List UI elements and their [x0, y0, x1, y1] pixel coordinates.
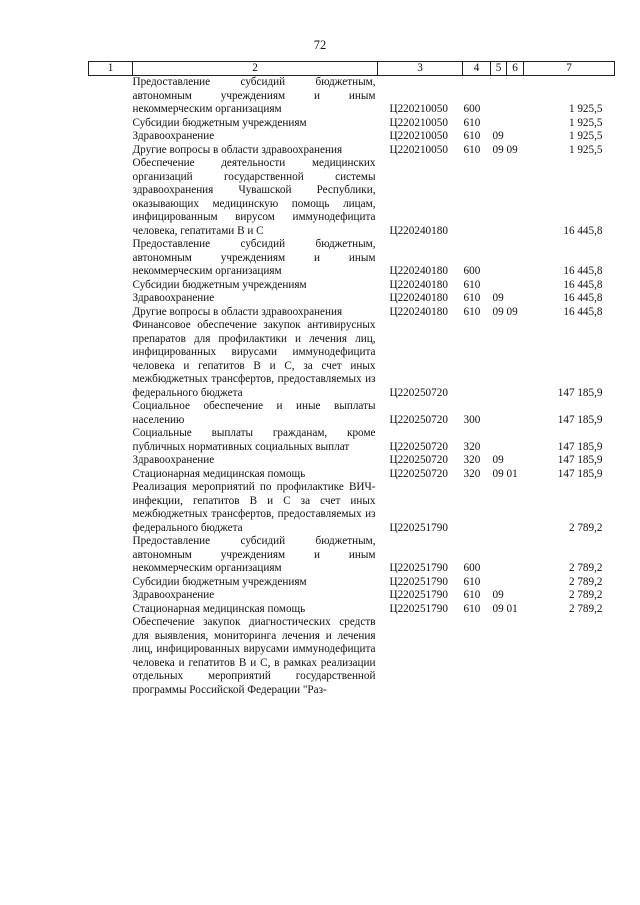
amount-value: 16 445,8	[563, 305, 603, 318]
spacer-cell	[89, 400, 133, 427]
subsection-code	[507, 589, 524, 603]
subsection-code	[507, 535, 524, 576]
table-row	[89, 130, 615, 144]
expense-group	[463, 616, 491, 697]
expense-group: 600	[463, 562, 481, 574]
row-description: Обеспечение закупок диагностических средств для выявления, мониторинга лечения и лечения лиц, инфицированных вирусами иммунодефицита человека и гепатитов B и C, в рамках реализации отдельных мероприятий государственной программы Российской Федерации "Раз-	[132, 616, 376, 696]
subsection-code	[507, 319, 524, 400]
target-code: Ц220251790	[389, 562, 448, 574]
amount-value: 2 789,2	[568, 562, 603, 574]
subsection-code	[507, 157, 524, 238]
table-row	[89, 603, 615, 617]
row-description: Здравоохранение	[132, 130, 215, 142]
table-row	[89, 481, 615, 535]
column-header: 7	[524, 62, 615, 76]
spacer-cell	[89, 306, 133, 320]
amount-value: 16 445,8	[563, 224, 603, 237]
target-code: Ц220251790	[389, 589, 448, 601]
subsection-code	[507, 76, 524, 117]
target-code: Ц220210050	[389, 103, 448, 115]
spacer-cell	[89, 454, 133, 468]
table-row	[89, 427, 615, 454]
expense-group	[463, 157, 491, 238]
subsection-code	[507, 427, 524, 454]
subsection-code: 01	[506, 467, 518, 480]
amount-value: 147 185,9	[557, 440, 603, 453]
target-code: Ц220210050	[389, 130, 448, 142]
subsection-code: 09	[506, 305, 518, 318]
subsection-code	[507, 117, 524, 131]
section-code: 09	[492, 143, 504, 156]
amount-value	[524, 616, 615, 697]
table-row	[89, 144, 615, 158]
expense-group: 600	[463, 265, 481, 277]
target-code	[378, 616, 463, 697]
expense-group: 320	[463, 454, 481, 466]
table-row	[89, 279, 615, 293]
target-code: Ц220240180	[389, 278, 448, 291]
table-row	[89, 306, 615, 320]
expense-group: 610	[463, 589, 481, 601]
subsection-code	[507, 292, 524, 306]
amount-value: 147 185,9	[557, 467, 603, 480]
column-header: 1	[89, 62, 133, 76]
spacer-cell	[89, 117, 133, 131]
section-code	[491, 279, 507, 293]
table-row	[89, 468, 615, 482]
expense-group: 600	[463, 103, 481, 115]
table-row	[89, 400, 615, 427]
expense-group: 610	[463, 575, 481, 588]
table-row	[89, 76, 615, 117]
row-description: Другие вопросы в области здравоохранения	[132, 305, 343, 318]
target-code: Ц220250720	[389, 467, 448, 480]
target-code: Ц220251790	[389, 602, 448, 615]
section-code: 09	[492, 589, 504, 601]
amount-value: 1 925,5	[568, 130, 603, 142]
subsection-code	[507, 238, 524, 279]
row-description: Другие вопросы в области здравоохранения	[132, 143, 343, 156]
table-row	[89, 117, 615, 131]
table-row	[89, 576, 615, 590]
section-code: 09	[492, 130, 504, 142]
section-code	[491, 157, 507, 238]
expense-group	[463, 481, 491, 535]
expense-group: 610	[463, 143, 481, 156]
spacer-cell	[89, 279, 133, 293]
target-code: Ц220250720	[389, 454, 448, 466]
row-description: Стационарная медицинская помощь	[132, 467, 306, 480]
target-code: Ц220240180	[389, 305, 448, 318]
section-code	[491, 117, 507, 131]
section-code: 09	[492, 292, 504, 304]
spacer-cell	[89, 130, 133, 144]
amount-value: 1 925,5	[568, 116, 603, 129]
amount-value: 1 925,5	[568, 103, 603, 115]
table-header-row	[89, 62, 615, 76]
section-code	[491, 238, 507, 279]
amount-value: 147 185,9	[557, 454, 603, 466]
subsection-code	[507, 481, 524, 535]
expense-group: 610	[463, 278, 481, 291]
row-description: Стационарная медицинская помощь	[132, 602, 306, 615]
row-description: Обеспечение деятельности медицинских организаций государственной системы здравоохранения Чувашской Республики, оказывающих медицинскую помощь лицам, инфицированным вирусом иммунодефицита человека, гепатитами B и C	[132, 157, 376, 237]
expense-group: 610	[463, 602, 481, 615]
table-row	[89, 616, 615, 697]
subsection-code	[507, 576, 524, 590]
budget-table	[88, 61, 615, 697]
spacer-cell	[89, 603, 133, 617]
subsection-code	[507, 400, 524, 427]
table-row	[89, 454, 615, 468]
expense-group	[463, 319, 491, 400]
section-code	[491, 76, 507, 117]
amount-value: 2 789,2	[568, 521, 603, 534]
spacer-cell	[89, 144, 133, 158]
target-code: Ц220210050	[389, 116, 448, 129]
section-code: 09	[492, 467, 504, 480]
table-row	[89, 238, 615, 279]
row-description: Социальные выплаты гражданам, кроме публичных нормативных социальных выплат	[132, 427, 376, 453]
table-row	[89, 319, 615, 400]
target-code: Ц220240180	[389, 265, 448, 277]
table-row	[89, 157, 615, 238]
row-description: Реализация мероприятий по профилактике ВИЧ-инфекции, гепатитов B и C за счет иных межбюджетных трансфертов, предоставляемых из федерального бюджета	[132, 481, 376, 534]
amount-value: 16 445,8	[563, 292, 603, 304]
amount-value: 16 445,8	[563, 265, 603, 277]
section-code	[491, 481, 507, 535]
row-description: Субсидии бюджетным учреждениям	[132, 116, 307, 129]
section-code: 09	[492, 454, 504, 466]
expense-group: 610	[463, 305, 481, 318]
section-code: 09	[492, 305, 504, 318]
column-header: 3	[378, 62, 463, 76]
subsection-code: 01	[506, 602, 518, 615]
column-header: 5	[491, 62, 507, 76]
row-description: Предоставление субсидий бюджетным, автономным учреждениям и иным некоммерческим организациям	[132, 535, 376, 574]
section-code	[491, 535, 507, 576]
spacer-cell	[89, 468, 133, 482]
subsection-code: 09	[506, 143, 518, 156]
target-code: Ц220240180	[389, 224, 448, 237]
section-code	[491, 400, 507, 427]
expense-group: 320	[463, 440, 481, 453]
expense-group: 300	[463, 413, 481, 426]
spacer-cell	[89, 589, 133, 603]
expense-group: 610	[463, 292, 481, 304]
spacer-cell	[89, 535, 133, 576]
spacer-cell	[89, 76, 133, 117]
row-description: Субсидии бюджетным учреждениям	[132, 575, 307, 588]
target-code: Ц220251790	[389, 521, 448, 534]
row-description: Финансовое обеспечение закупок антивирусных препаратов для профилактики и лечения лиц, инфицированных вирусами иммунодефицита человека и гепатитов B и C, за счет иных межбюджетных трансфертов, предоставляемых из федерального бюджета	[132, 319, 376, 399]
spacer-cell	[89, 481, 133, 535]
section-code	[491, 427, 507, 454]
column-header: 6	[507, 62, 524, 76]
spacer-cell	[89, 576, 133, 590]
expense-group: 610	[463, 130, 481, 142]
page-number: 72	[313, 38, 327, 52]
spacer-cell	[89, 238, 133, 279]
table-row	[89, 292, 615, 306]
expense-group: 320	[463, 467, 481, 480]
amount-value: 147 185,9	[557, 386, 603, 399]
spacer-cell	[89, 427, 133, 454]
row-description: Предоставление субсидий бюджетным, автономным учреждениям и иным некоммерческим организациям	[132, 238, 376, 277]
amount-value: 147 185,9	[557, 413, 603, 426]
amount-value: 2 789,2	[568, 589, 603, 601]
subsection-code	[507, 616, 524, 697]
section-code	[491, 576, 507, 590]
target-code: Ц220251790	[389, 575, 448, 588]
amount-value: 16 445,8	[563, 278, 603, 291]
subsection-code	[507, 130, 524, 144]
section-code: 09	[492, 602, 504, 615]
amount-value: 1 925,5	[568, 143, 603, 156]
spacer-cell	[89, 319, 133, 400]
spacer-cell	[89, 157, 133, 238]
row-description: Предоставление субсидий бюджетным, автономным учреждениям и иным некоммерческим организациям	[132, 76, 376, 115]
table-body	[89, 76, 615, 698]
spacer-cell	[89, 616, 133, 697]
row-description: Здравоохранение	[132, 454, 215, 466]
target-code: Ц220210050	[389, 143, 448, 156]
row-description: Субсидии бюджетным учреждениям	[132, 278, 307, 291]
amount-value: 2 789,2	[568, 575, 603, 588]
target-code: Ц220250720	[389, 413, 448, 426]
expense-group: 610	[463, 116, 481, 129]
target-code: Ц220250720	[389, 386, 448, 399]
column-header: 4	[463, 62, 491, 76]
target-code: Ц220250720	[389, 440, 448, 453]
row-description: Здравоохранение	[132, 292, 215, 304]
spacer-cell	[89, 292, 133, 306]
table-row	[89, 589, 615, 603]
section-code	[491, 616, 507, 697]
column-header: 2	[133, 62, 378, 76]
section-code	[491, 319, 507, 400]
amount-value: 2 789,2	[568, 602, 603, 615]
row-description: Социальное обеспечение и иные выплаты населению	[132, 400, 376, 426]
subsection-code	[507, 279, 524, 293]
row-description: Здравоохранение	[132, 589, 215, 601]
subsection-code	[507, 454, 524, 468]
target-code: Ц220240180	[389, 292, 448, 304]
table-row	[89, 535, 615, 576]
